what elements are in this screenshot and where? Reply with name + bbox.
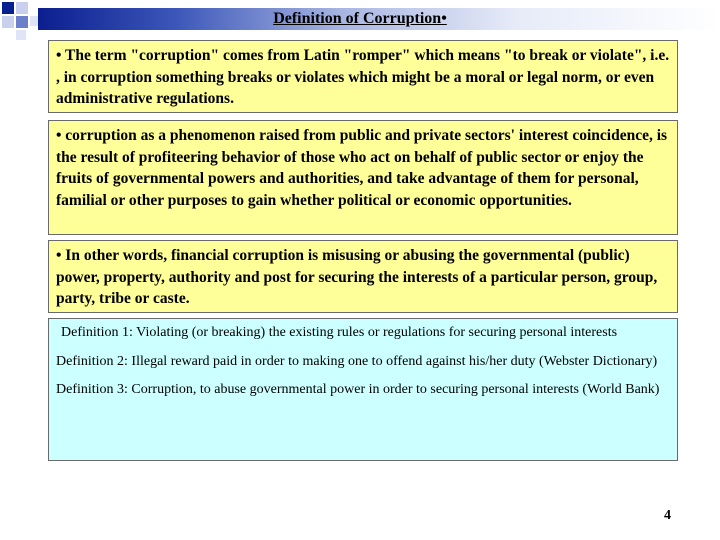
definition-box-1: [48, 40, 678, 113]
box-text: • The term "corruption" comes from Latin "romper" which means "to break or violate", i.e. , in corruption something breaks or violates which might be a moral or legal norm, or even administrative regulations.: [56, 47, 670, 107]
page-title: Definition of Corruption•: [273, 10, 447, 27]
definition-item: Definition 1: Violating (or breaking) the existing rules or regulations for securing personal interests: [61, 325, 618, 340]
definition-item: Definition 3: Corruption, to abuse governmental power in order to securing personal interests (World Bank): [56, 382, 660, 397]
box-text: • In other words, financial corruption is misusing or abusing the governmental (public) power, property, authority and post for securing the interests of a particular person, group, party, tribe or caste.: [56, 247, 658, 307]
box-text: • corruption as a phenomenon raised from public and private sectors' interest coincidence, is the result of profiteering behavior of those who act on behalf of public sector or enjoy the fruits of governmental powers and authorities, and take advantage of them for personal, familial or other purposes to gain whether political or economic opportunities.: [56, 127, 668, 209]
definition-box-2: [48, 120, 678, 235]
page-number: 4: [664, 508, 671, 523]
definition-box-3: [48, 240, 678, 313]
corner-square: [16, 30, 26, 40]
definitions-list-box: [48, 318, 678, 461]
definition-item: Definition 2: Illegal reward paid in order to making one to offend against his/her duty (Webster Dictionary): [56, 353, 658, 369]
